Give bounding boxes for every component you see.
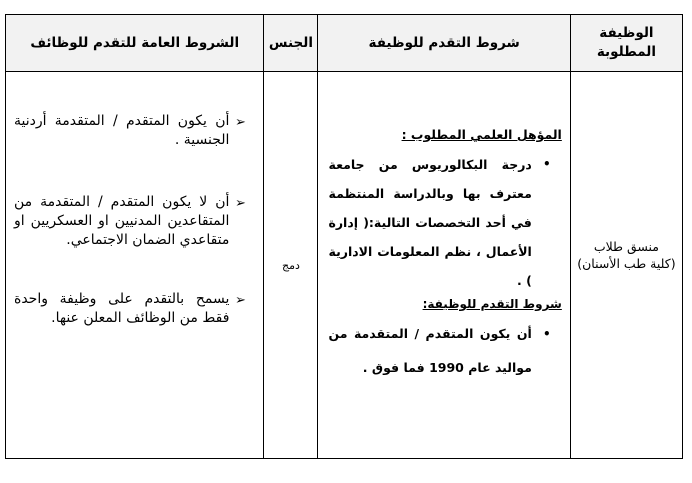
arrow-bullet-icon: ➢ bbox=[234, 196, 246, 211]
application-heading: شروط التقدم للوظيفة: bbox=[422, 297, 562, 311]
job-requirements-table bbox=[5, 14, 683, 459]
conditions-cell bbox=[318, 72, 570, 459]
qualification-heading: المؤهل العلمي المطلوب : bbox=[401, 127, 562, 142]
general-conditions-cell bbox=[6, 72, 264, 459]
job-cell bbox=[570, 72, 682, 459]
bullet-icon: • bbox=[543, 157, 551, 171]
general-condition-item bbox=[14, 290, 251, 328]
table-row bbox=[6, 72, 683, 459]
header-conditions: شروط التقدم للوظيفة bbox=[318, 15, 570, 72]
general-condition-text: أن يكون المتقدم / المتقدمة أردنية الجنسية . bbox=[14, 113, 230, 148]
header-general-conditions: الشروط العامة للتقدم للوظائف bbox=[6, 15, 264, 72]
arrow-bullet-icon: ➢ bbox=[234, 293, 246, 308]
job-department: (كلية طب الأسنان) bbox=[577, 256, 676, 271]
bullet-icon: • bbox=[543, 327, 551, 341]
qualification-text: درجة البكالوريوس من جامعة معترف بها وبالدراسة المنتظمة في أحد التخصصات التالية:( إدارة الأعمال ، نظم المعلومات الادارية ) . bbox=[328, 157, 532, 288]
header-job: الوظيفة المطلوبة bbox=[570, 15, 682, 72]
general-condition-text: أن لا يكون المتقدم / المتقدمة من المتقاعدين المدنيين او العسكريين او متقاعدي الضمان الاجتماعي. bbox=[14, 194, 230, 248]
header-gender: الجنس bbox=[264, 15, 318, 72]
general-condition-text: يسمح بالتقدم على وظيفة واحدة فقط من الوظائف المعلن عنها. bbox=[14, 291, 230, 326]
job-title: منسق طلاب bbox=[593, 239, 660, 254]
general-condition-item bbox=[14, 112, 251, 150]
qualification-item bbox=[328, 150, 561, 295]
application-text: أن يكون المتقدم / المتقدمة من مواليد عام 1990 فما فوق . bbox=[328, 326, 532, 375]
gender-cell: دمج bbox=[264, 72, 318, 459]
arrow-bullet-icon: ➢ bbox=[234, 115, 246, 130]
table-header-row bbox=[6, 15, 683, 72]
application-item bbox=[328, 317, 561, 385]
general-condition-item bbox=[14, 193, 251, 250]
